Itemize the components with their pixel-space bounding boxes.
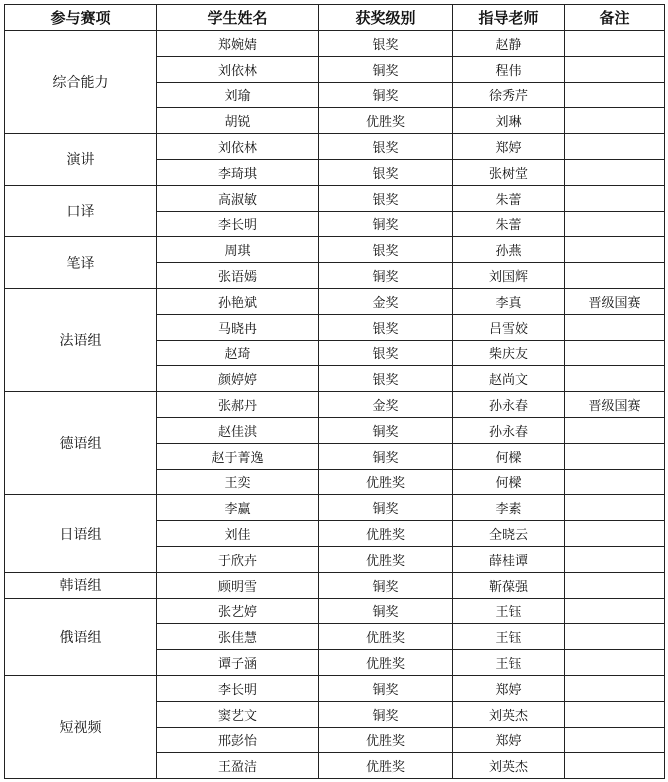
note-cell (565, 675, 665, 701)
note-cell (565, 417, 665, 443)
category-cell: 短视频 (5, 675, 157, 778)
note-cell (565, 650, 665, 676)
table-header (5, 5, 665, 31)
teacher-name-cell: 刘英杰 (453, 701, 565, 727)
table-row (5, 572, 665, 598)
student-name-cell: 于欣卉 (157, 546, 319, 572)
award-level-cell: 优胜奖 (319, 521, 453, 547)
note-cell (565, 598, 665, 624)
teacher-name-cell: 刘英杰 (453, 753, 565, 779)
note-cell (565, 521, 665, 547)
teacher-name-cell: 靳葆强 (453, 572, 565, 598)
note-cell (565, 134, 665, 160)
teacher-name-cell: 薛桂谭 (453, 546, 565, 572)
student-name-cell: 胡锐 (157, 108, 319, 134)
awards-table (4, 4, 665, 779)
header-student: 学生姓名 (157, 5, 319, 31)
student-name-cell: 邢彭怡 (157, 727, 319, 753)
student-name-cell: 孙艳斌 (157, 288, 319, 314)
student-name-cell: 赵于菁逸 (157, 443, 319, 469)
note-cell (565, 31, 665, 57)
student-name-cell: 颜婷婷 (157, 366, 319, 392)
note-cell (565, 159, 665, 185)
category-cell: 法语组 (5, 288, 157, 391)
table-row (5, 598, 665, 624)
note-cell: 晋级国赛 (565, 392, 665, 418)
teacher-name-cell: 孙燕 (453, 237, 565, 263)
teacher-name-cell: 李素 (453, 495, 565, 521)
header-award: 获奖级别 (319, 5, 453, 31)
note-cell (565, 366, 665, 392)
teacher-name-cell: 何樑 (453, 469, 565, 495)
note-cell (565, 572, 665, 598)
award-level-cell: 银奖 (319, 159, 453, 185)
note-cell (565, 56, 665, 82)
student-name-cell: 高淑敏 (157, 185, 319, 211)
student-name-cell: 顾明雪 (157, 572, 319, 598)
teacher-name-cell: 徐秀芹 (453, 82, 565, 108)
award-level-cell: 银奖 (319, 340, 453, 366)
award-level-cell: 优胜奖 (319, 727, 453, 753)
award-level-cell: 铜奖 (319, 598, 453, 624)
student-name-cell: 张艺婷 (157, 598, 319, 624)
student-name-cell: 张郝丹 (157, 392, 319, 418)
note-cell (565, 237, 665, 263)
header-teacher: 指导老师 (453, 5, 565, 31)
teacher-name-cell: 李真 (453, 288, 565, 314)
student-name-cell: 李赢 (157, 495, 319, 521)
teacher-name-cell: 孙永春 (453, 417, 565, 443)
award-level-cell: 铜奖 (319, 701, 453, 727)
category-cell: 德语组 (5, 392, 157, 495)
teacher-name-cell: 何樑 (453, 443, 565, 469)
award-level-cell: 铜奖 (319, 572, 453, 598)
teacher-name-cell: 朱蕾 (453, 185, 565, 211)
award-level-cell: 银奖 (319, 314, 453, 340)
note-cell (565, 701, 665, 727)
student-name-cell: 马晓冉 (157, 314, 319, 340)
note-cell (565, 340, 665, 366)
student-name-cell: 刘依林 (157, 56, 319, 82)
header-note: 备注 (565, 5, 665, 31)
teacher-name-cell: 吕雪姣 (453, 314, 565, 340)
student-name-cell: 周琪 (157, 237, 319, 263)
header-category: 参与赛项 (5, 5, 157, 31)
category-cell: 日语组 (5, 495, 157, 572)
note-cell (565, 546, 665, 572)
table-body (5, 31, 665, 779)
award-level-cell: 优胜奖 (319, 546, 453, 572)
note-cell (565, 495, 665, 521)
table-row (5, 31, 665, 57)
teacher-name-cell: 刘国辉 (453, 263, 565, 289)
student-name-cell: 郑婉婧 (157, 31, 319, 57)
note-cell (565, 82, 665, 108)
note-cell (565, 727, 665, 753)
student-name-cell: 窦艺文 (157, 701, 319, 727)
award-level-cell: 银奖 (319, 185, 453, 211)
student-name-cell: 张佳慧 (157, 624, 319, 650)
student-name-cell: 赵琦 (157, 340, 319, 366)
award-level-cell: 铜奖 (319, 675, 453, 701)
teacher-name-cell: 全晓云 (453, 521, 565, 547)
note-cell (565, 624, 665, 650)
note-cell (565, 211, 665, 237)
teacher-name-cell: 孙永春 (453, 392, 565, 418)
teacher-name-cell: 程伟 (453, 56, 565, 82)
student-name-cell: 刘瑜 (157, 82, 319, 108)
award-level-cell: 铜奖 (319, 443, 453, 469)
teacher-name-cell: 郑婷 (453, 675, 565, 701)
teacher-name-cell: 赵静 (453, 31, 565, 57)
teacher-name-cell: 王钰 (453, 650, 565, 676)
category-cell: 口译 (5, 185, 157, 237)
note-cell (565, 108, 665, 134)
student-name-cell: 刘佳 (157, 521, 319, 547)
table-row (5, 288, 665, 314)
student-name-cell: 王奕 (157, 469, 319, 495)
student-name-cell: 李长明 (157, 211, 319, 237)
note-cell (565, 263, 665, 289)
student-name-cell: 赵佳淇 (157, 417, 319, 443)
award-level-cell: 银奖 (319, 366, 453, 392)
award-level-cell: 金奖 (319, 392, 453, 418)
award-level-cell: 铜奖 (319, 495, 453, 521)
category-cell: 韩语组 (5, 572, 157, 598)
table-row (5, 134, 665, 160)
award-level-cell: 金奖 (319, 288, 453, 314)
table-row (5, 185, 665, 211)
note-cell (565, 185, 665, 211)
note-cell (565, 753, 665, 779)
category-cell: 综合能力 (5, 31, 157, 134)
award-level-cell: 铜奖 (319, 211, 453, 237)
award-level-cell: 优胜奖 (319, 108, 453, 134)
table-row (5, 675, 665, 701)
award-level-cell: 优胜奖 (319, 650, 453, 676)
category-cell: 俄语组 (5, 598, 157, 675)
table-row (5, 392, 665, 418)
student-name-cell: 王盈洁 (157, 753, 319, 779)
note-cell (565, 314, 665, 340)
teacher-name-cell: 张树堂 (453, 159, 565, 185)
note-cell (565, 469, 665, 495)
award-level-cell: 铜奖 (319, 82, 453, 108)
student-name-cell: 李琦琪 (157, 159, 319, 185)
award-level-cell: 银奖 (319, 237, 453, 263)
teacher-name-cell: 朱蕾 (453, 211, 565, 237)
student-name-cell: 张语嫣 (157, 263, 319, 289)
award-level-cell: 铜奖 (319, 263, 453, 289)
teacher-name-cell: 郑婷 (453, 134, 565, 160)
award-level-cell: 银奖 (319, 31, 453, 57)
award-level-cell: 铜奖 (319, 417, 453, 443)
category-cell: 笔译 (5, 237, 157, 289)
table-row (5, 237, 665, 263)
award-level-cell: 铜奖 (319, 56, 453, 82)
teacher-name-cell: 王钰 (453, 624, 565, 650)
student-name-cell: 刘依林 (157, 134, 319, 160)
teacher-name-cell: 王钰 (453, 598, 565, 624)
header-row (5, 5, 665, 31)
award-level-cell: 优胜奖 (319, 469, 453, 495)
category-cell: 演讲 (5, 134, 157, 186)
teacher-name-cell: 赵尚文 (453, 366, 565, 392)
award-level-cell: 优胜奖 (319, 624, 453, 650)
award-level-cell: 优胜奖 (319, 753, 453, 779)
table-row (5, 495, 665, 521)
teacher-name-cell: 柴庆友 (453, 340, 565, 366)
note-cell: 晋级国赛 (565, 288, 665, 314)
teacher-name-cell: 郑婷 (453, 727, 565, 753)
note-cell (565, 443, 665, 469)
teacher-name-cell: 刘琳 (453, 108, 565, 134)
student-name-cell: 李长明 (157, 675, 319, 701)
student-name-cell: 谭子涵 (157, 650, 319, 676)
award-level-cell: 银奖 (319, 134, 453, 160)
